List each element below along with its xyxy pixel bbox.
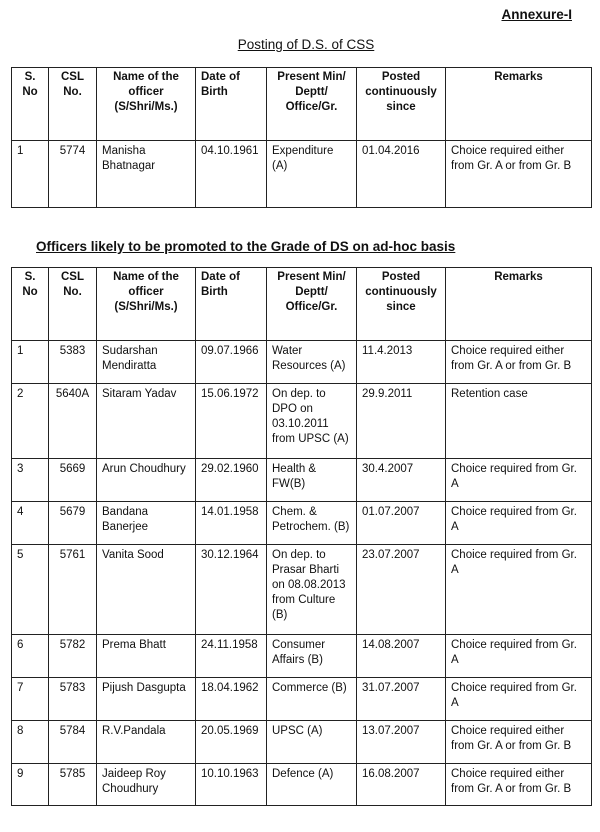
table-header-row bbox=[12, 268, 592, 341]
cell-name: Jaideep Roy Choudhury bbox=[97, 764, 196, 806]
annexure-label: Annexure-I bbox=[501, 7, 572, 22]
cell-sno: 1 bbox=[12, 341, 49, 384]
cell-posted: 01.07.2007 bbox=[357, 502, 446, 545]
table-row bbox=[12, 341, 592, 384]
table-row bbox=[12, 721, 592, 764]
cell-sno: 2 bbox=[12, 384, 49, 459]
cell-csl: 5679 bbox=[49, 502, 97, 545]
cell-name: Prema Bhatt bbox=[97, 635, 196, 678]
cell-csl: 5783 bbox=[49, 678, 97, 721]
cell-present: Expenditure (A) bbox=[267, 141, 357, 208]
cell-dob: 04.10.1961 bbox=[196, 141, 267, 208]
cell-csl: 5640A bbox=[49, 384, 97, 459]
cell-sno: 3 bbox=[12, 459, 49, 502]
cell-present: On dep. to DPO on 03.10.2011 from UPSC (A) bbox=[267, 384, 357, 459]
cell-present: Chem. & Petrochem. (B) bbox=[267, 502, 357, 545]
cell-dob: 30.12.1964 bbox=[196, 545, 267, 635]
cell-dob: 24.11.1958 bbox=[196, 635, 267, 678]
cell-present: Consumer Affairs (B) bbox=[267, 635, 357, 678]
cell-sno: 7 bbox=[12, 678, 49, 721]
cell-dob: 14.01.1958 bbox=[196, 502, 267, 545]
section2-title: Officers likely to be promoted to the Grade of DS on ad-hoc basis bbox=[36, 239, 456, 254]
table-row bbox=[12, 678, 592, 721]
table-row bbox=[12, 545, 592, 635]
cell-posted: 16.08.2007 bbox=[357, 764, 446, 806]
cell-name: Sitaram Yadav bbox=[97, 384, 196, 459]
table-header-row bbox=[12, 68, 592, 141]
header-posted: Posted continuously since bbox=[357, 68, 446, 141]
table-row bbox=[12, 141, 592, 208]
cell-sno: 4 bbox=[12, 502, 49, 545]
table-row bbox=[12, 459, 592, 502]
cell-present: Health & FW(B) bbox=[267, 459, 357, 502]
cell-name: R.V.Pandala bbox=[97, 721, 196, 764]
cell-present: On dep. to Prasar Bharti on 08.08.2013 from Culture (B) bbox=[267, 545, 357, 635]
cell-name: Manisha Bhatnagar bbox=[97, 141, 196, 208]
cell-sno: 8 bbox=[12, 721, 49, 764]
cell-csl: 5782 bbox=[49, 635, 97, 678]
header-csl: CSL No. bbox=[49, 68, 97, 141]
cell-present: Water Resources (A) bbox=[267, 341, 357, 384]
cell-posted: 13.07.2007 bbox=[357, 721, 446, 764]
cell-posted: 31.07.2007 bbox=[357, 678, 446, 721]
header-dob: Date of Birth bbox=[196, 268, 267, 341]
header-sno: S. No bbox=[12, 268, 49, 341]
cell-remarks: Choice required either from Gr. A or from Gr. B bbox=[446, 764, 592, 806]
promotion-table bbox=[11, 267, 592, 806]
header-dob: Date of Birth bbox=[196, 68, 267, 141]
cell-posted: 23.07.2007 bbox=[357, 545, 446, 635]
cell-posted: 01.04.2016 bbox=[357, 141, 446, 208]
cell-csl: 5669 bbox=[49, 459, 97, 502]
cell-remarks: Choice required either from Gr. A or from Gr. B bbox=[446, 721, 592, 764]
section1-title: Posting of D.S. of CSS bbox=[237, 37, 375, 52]
cell-remarks: Choice required from Gr. A bbox=[446, 502, 592, 545]
table-row bbox=[12, 635, 592, 678]
cell-csl: 5761 bbox=[49, 545, 97, 635]
header-name: Name of the officer (S/Shri/Ms.) bbox=[97, 268, 196, 341]
cell-posted: 11.4.2013 bbox=[357, 341, 446, 384]
cell-remarks: Choice required from Gr. A bbox=[446, 678, 592, 721]
cell-name: Vanita Sood bbox=[97, 545, 196, 635]
cell-remarks: Choice required either from Gr. A or from Gr. B bbox=[446, 341, 592, 384]
cell-dob: 15.06.1972 bbox=[196, 384, 267, 459]
cell-remarks: Choice required either from Gr. A or from Gr. B bbox=[446, 141, 592, 208]
cell-name: Pijush Dasgupta bbox=[97, 678, 196, 721]
cell-sno: 6 bbox=[12, 635, 49, 678]
header-sno: S. No bbox=[12, 68, 49, 141]
cell-csl: 5383 bbox=[49, 341, 97, 384]
cell-name: Sudarshan Mendiratta bbox=[97, 341, 196, 384]
header-present: Present Min/ Deptt/ Office/Gr. bbox=[267, 68, 357, 141]
cell-sno: 9 bbox=[12, 764, 49, 806]
header-posted: Posted continuously since bbox=[357, 268, 446, 341]
cell-remarks: Retention case bbox=[446, 384, 592, 459]
cell-sno: 5 bbox=[12, 545, 49, 635]
cell-sno: 1 bbox=[12, 141, 49, 208]
cell-present: UPSC (A) bbox=[267, 721, 357, 764]
header-present: Present Min/ Deptt/ Office/Gr. bbox=[267, 268, 357, 341]
cell-posted: 14.08.2007 bbox=[357, 635, 446, 678]
cell-present: Defence (A) bbox=[267, 764, 357, 806]
cell-remarks: Choice required from Gr. A bbox=[446, 545, 592, 635]
cell-posted: 30.4.2007 bbox=[357, 459, 446, 502]
cell-remarks: Choice required from Gr. A bbox=[446, 635, 592, 678]
cell-name: Bandana Banerjee bbox=[97, 502, 196, 545]
cell-dob: 20.05.1969 bbox=[196, 721, 267, 764]
table-row bbox=[12, 764, 592, 806]
table-row bbox=[12, 502, 592, 545]
cell-remarks: Choice required from Gr. A bbox=[446, 459, 592, 502]
cell-posted: 29.9.2011 bbox=[357, 384, 446, 459]
cell-dob: 18.04.1962 bbox=[196, 678, 267, 721]
table-row bbox=[12, 384, 592, 459]
cell-dob: 09.07.1966 bbox=[196, 341, 267, 384]
posting-table bbox=[11, 67, 592, 208]
cell-dob: 29.02.1960 bbox=[196, 459, 267, 502]
cell-present: Commerce (B) bbox=[267, 678, 357, 721]
cell-csl: 5774 bbox=[49, 141, 97, 208]
header-remarks: Remarks bbox=[446, 268, 592, 341]
cell-csl: 5784 bbox=[49, 721, 97, 764]
cell-name: Arun Choudhury bbox=[97, 459, 196, 502]
header-remarks: Remarks bbox=[446, 68, 592, 141]
header-name: Name of the officer (S/Shri/Ms.) bbox=[97, 68, 196, 141]
header-csl: CSL No. bbox=[49, 268, 97, 341]
cell-dob: 10.10.1963 bbox=[196, 764, 267, 806]
cell-csl: 5785 bbox=[49, 764, 97, 806]
